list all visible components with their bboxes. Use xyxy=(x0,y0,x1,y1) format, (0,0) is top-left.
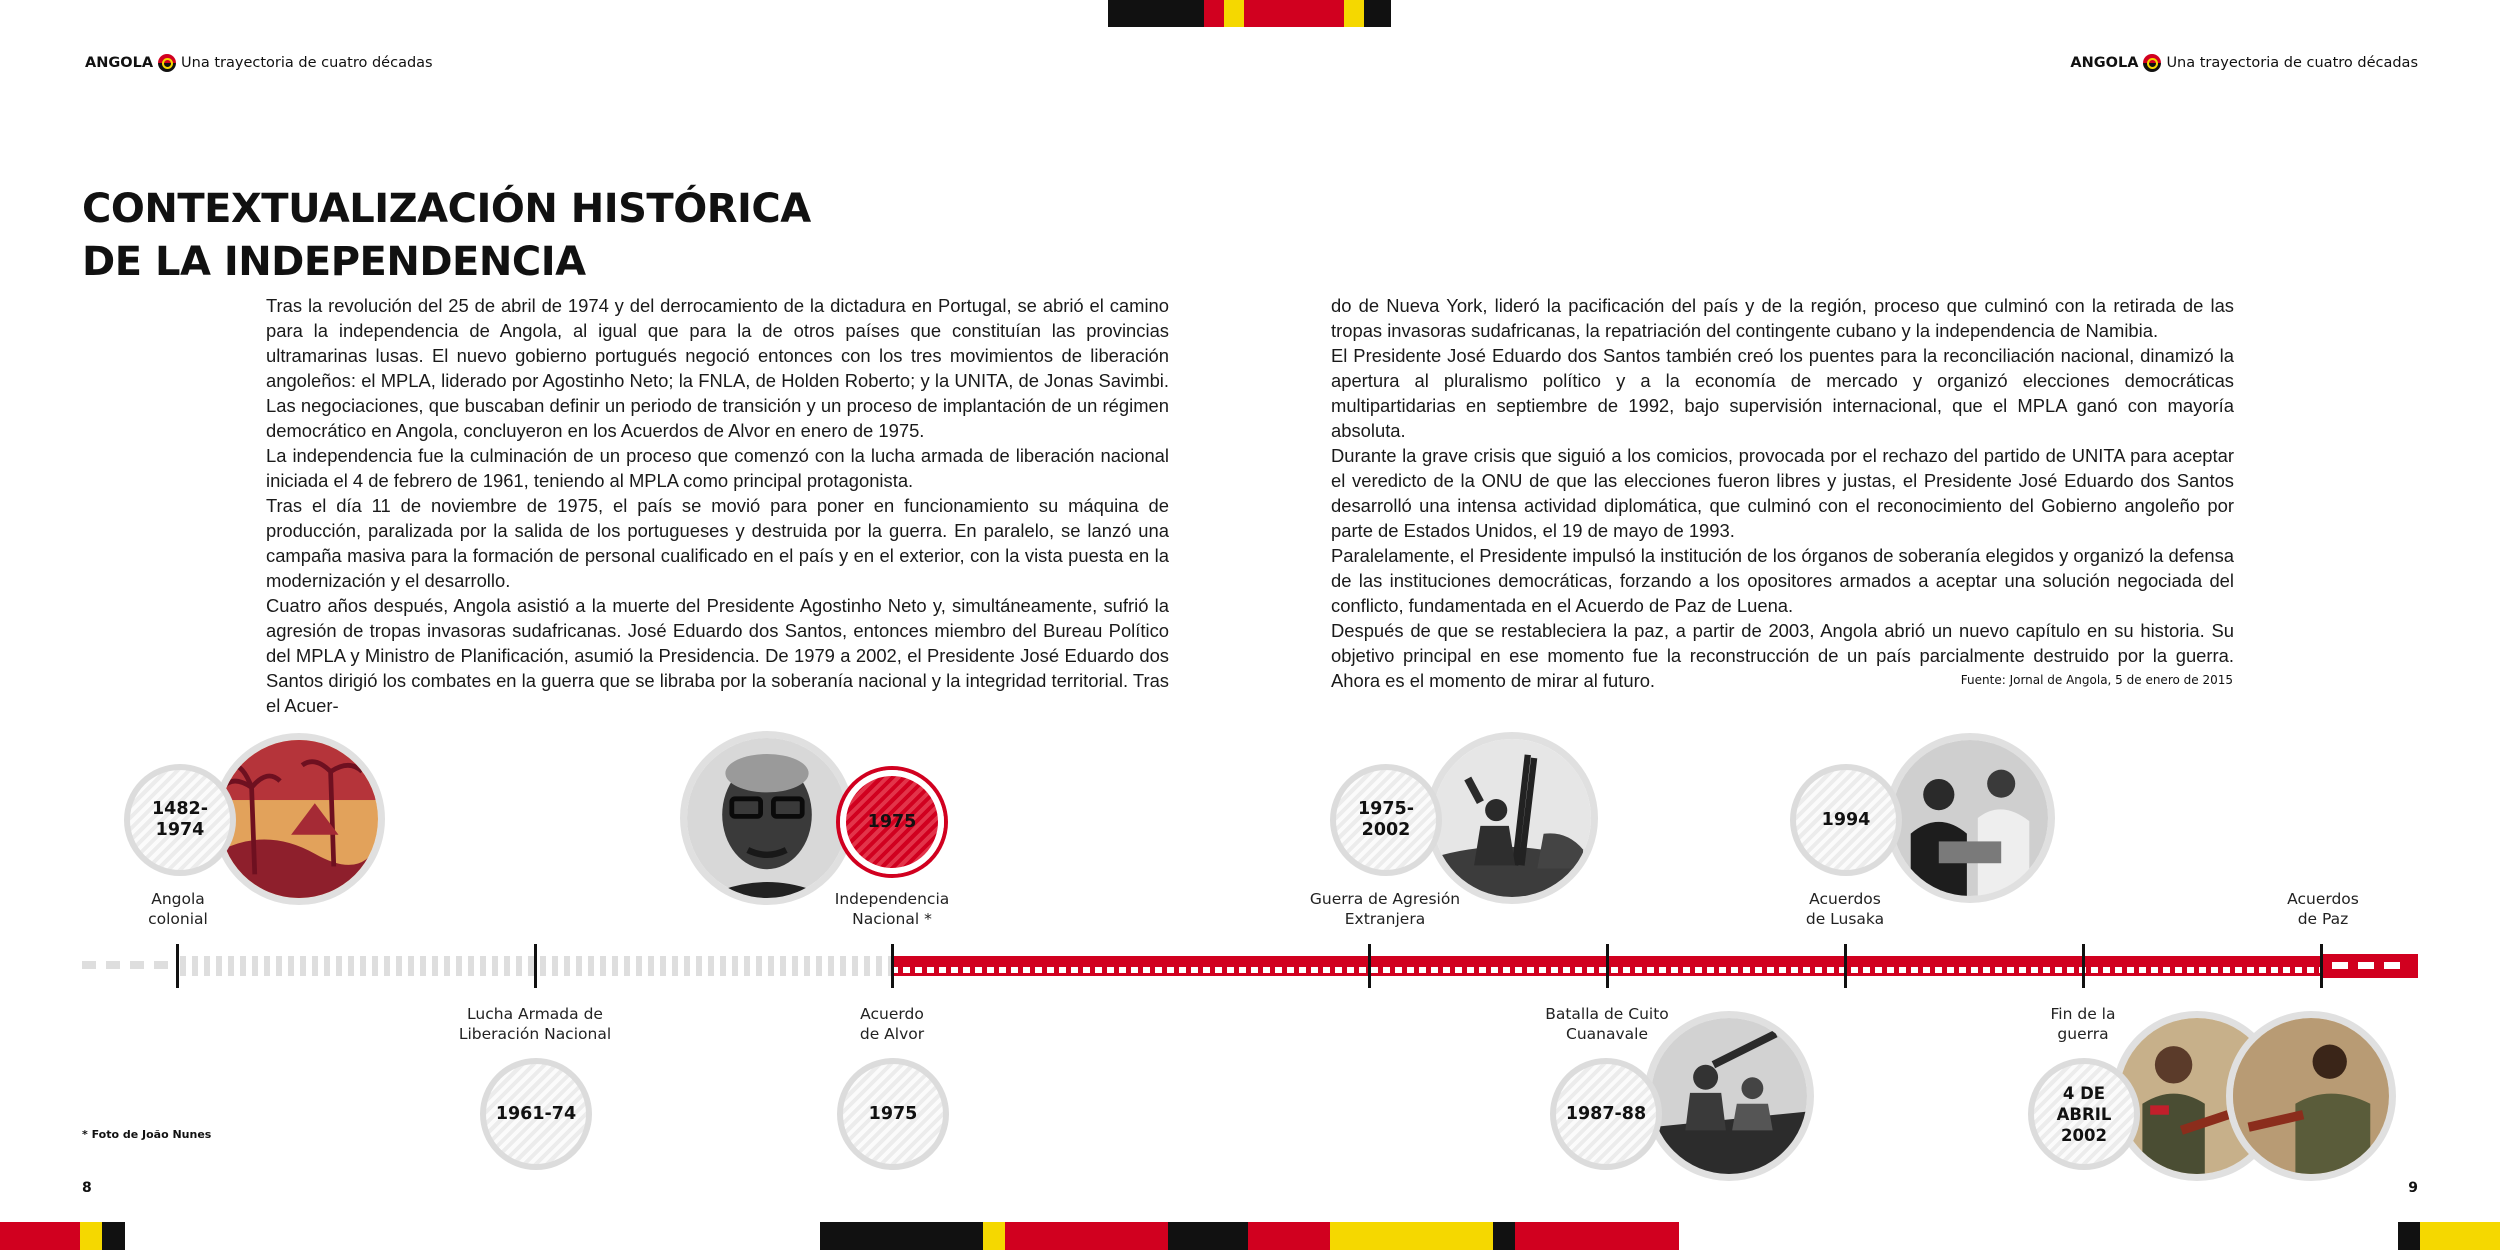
body-column-right xyxy=(1331,293,2234,693)
label-line: Liberación Nacional xyxy=(458,1025,612,1043)
label-line: de Alvor xyxy=(859,1025,925,1043)
date-text: 4 DE ABRIL 2002 xyxy=(2056,1083,2112,1145)
label-line: guerra xyxy=(2057,1025,2109,1043)
paragraph: La independencia fue la culminación de un proceso que comenzó con la lucha armada de liberación nacional iniciada el 4 de febrero de 1961, teniendo al MPLA como principal protagonista. xyxy=(266,445,1169,491)
war-soldier-photo xyxy=(1426,732,1598,904)
paragraph: Cuatro años después, Angola asistió a la muerte del Presidente Agostinho Neto y, simultáneamente, sufrió la agresión de tropas invasoras sudafricanas. José Eduardo dos Santos, entonces miembro del Bureau Político del MPLA y Ministro de Planificación, asumió la Presidencia. De 1979 a 2002, el Presidente José Eduardo dos Santos dirigió los combates en la guerra que se libraba por la soberanía nacional y la integridad territorial. Tras el Acuer- xyxy=(266,595,1169,716)
source-note: Fuente: Jornal de Angola, 5 de enero de 2015 xyxy=(1960,673,2233,687)
event-label-acuerdos-lusaka xyxy=(1745,889,1945,929)
date-badge-1994: 1994 xyxy=(1790,764,1902,876)
bottom-flag-bar-center xyxy=(820,1222,1679,1250)
header-country: ANGOLA xyxy=(2070,55,2139,71)
event-label-acuerdo-alvor xyxy=(792,1004,992,1044)
angola-emblem-icon xyxy=(2143,54,2161,72)
page-title xyxy=(82,183,811,289)
label-line: Batalla de Cuito xyxy=(1545,1005,1669,1023)
date-badge-1975-alvor: 1975 xyxy=(837,1058,949,1170)
event-label-acuerdos-paz xyxy=(2223,889,2423,929)
timeline-tick xyxy=(891,944,894,988)
date-badge-1975-2002: 1975-2002 xyxy=(1330,764,1442,876)
peace-accord-photo-2 xyxy=(2226,1011,2396,1181)
timeline-tick xyxy=(2082,944,2085,988)
photo-credit-note: * Foto de João Nunes xyxy=(82,1128,212,1141)
label-line: Fin de la xyxy=(2050,1005,2116,1023)
body-column-left xyxy=(266,293,1169,718)
running-header-right xyxy=(2070,54,2418,72)
page-number-left: 8 xyxy=(82,1180,92,1196)
page-number-right: 9 xyxy=(2408,1180,2418,1196)
paragraph: Tras el día 11 de noviembre de 1975, el país se movió para poner en funcionamiento su máquina de producción, paralizada por la salida de los portugueses y destruida por la guerra. En paralelo, se lanzó una campaña masiva para la formación de personal cualificado en el país y en el exterior, con la vista puesta en la modernización y el desarrollo. xyxy=(266,495,1169,591)
timeline-tick xyxy=(1368,944,1371,988)
label-line: Angola xyxy=(151,890,205,908)
date-badge-1987-88: 1987-88 xyxy=(1550,1058,1662,1170)
header-country: ANGOLA xyxy=(85,55,154,71)
timeline-tick xyxy=(534,944,537,988)
label-line: Acuerdos xyxy=(2287,890,2359,908)
cuito-cuanavale-photo xyxy=(1644,1011,1814,1181)
label-line: Acuerdo xyxy=(860,1005,924,1023)
header-subtitle: Una trayectoria de cuatro décadas xyxy=(2166,55,2418,71)
date-badge-1482-1974: 1482-1974 xyxy=(124,764,236,876)
paragraph: Durante la grave crisis que siguió a los comicios, provocada por el rechazo del partido de UNITA para aceptar el veredicto de la ONU de que las elecciones fueron libres y justas, el Presidente José Eduardo dos Santos desarrolló una intensa actividad diplomática, que culminó con el reconocimiento del Gobierno angoleño por parte de Estados Unidos, el 19 de mayo de 1993. xyxy=(1331,445,2234,541)
paragraph: Tras la revolución del 25 de abril de 1974 y del derrocamiento de la dictadura en Portugal, se abrió el camino para la independencia de Angola, al igual que para la de otros países que constituían las provincias ultramarinas lusas. El nuevo gobierno portugués negoció entonces con los tres movimientos de liberación angoleños: el MPLA, liderado por Agostinho Neto; la FNLA, de Holden Roberto; y la UNITA, de Jonas Savimbi. Las negociaciones, que buscaban definir un periodo de transición y un proceso de implantación de un régimen democrático en Angola, concluyeron en los Acuerdos de Alvor en enero de 1975. xyxy=(266,295,1169,441)
event-label-independencia xyxy=(792,889,992,929)
label-line: de Paz xyxy=(2297,910,2349,928)
event-label-angola-colonial xyxy=(78,889,278,929)
paragraph: El Presidente José Eduardo dos Santos también creó los puentes para la reconciliación nacional, dinamizó la apertura al pluralismo político y a la economía de mercado y organizó elecciones democráticas multipartidarias en septiembre de 1992, bajo supervisión internacional, que el MPLA ganó con mayoría absoluta. xyxy=(1331,345,2234,441)
portrait-photo-neto xyxy=(680,731,854,905)
angola-emblem-icon xyxy=(158,54,176,72)
title-line-2: DE LA INDEPENDENCIA xyxy=(82,239,586,285)
label-line: Nacional * xyxy=(852,910,932,928)
paragraph: Después de que se restableciera la paz, a partir de 2003, Angola abrió un nuevo capítulo en su historia. Su objetivo principal en ese momento fue la reconstrucción de un país parcialmente destruido por la guerra. Ahora es el momento de mirar al futuro. xyxy=(1331,620,2234,691)
paragraph: Paralelamente, el Presidente impulsó la institución de los órganos de soberanía elegidos y organizó la defensa de las instituciones democráticas, forzando a los opositores armados a aceptar una solución negociada del conflicto, fundamentada en el Acuerdo de Paz de Luena. xyxy=(1331,545,2234,616)
label-line: Independencia xyxy=(834,890,950,908)
label-line: Cuanavale xyxy=(1566,1025,1648,1043)
top-flag-bar xyxy=(1108,0,1391,27)
timeline-tick xyxy=(1606,944,1609,988)
colonial-illustration-image xyxy=(213,733,385,905)
date-badge-1961-74: 1961-74 xyxy=(480,1058,592,1170)
date-badge-1975-independence: 1975 xyxy=(840,770,944,874)
timeline-tick xyxy=(1844,944,1847,988)
label-line: Lucha Armada de xyxy=(467,1005,603,1023)
lusaka-signing-photo xyxy=(1885,733,2055,903)
timeline-tick xyxy=(176,944,179,988)
title-line-1: CONTEXTUALIZACIÓN HISTÓRICA xyxy=(82,186,811,232)
label-line: Guerra de Agresión xyxy=(1309,890,1461,908)
label-line: colonial xyxy=(148,910,208,928)
event-label-guerra-agresion xyxy=(1285,889,1485,929)
bottom-flag-bar-right xyxy=(2398,1222,2500,1250)
event-label-lucha-armada xyxy=(435,1004,635,1044)
timeline-track xyxy=(0,940,2500,992)
label-line: Extranjera xyxy=(1344,910,1426,928)
bottom-flag-bar-left xyxy=(0,1222,125,1250)
running-header-left xyxy=(85,54,433,72)
date-badge-4-abril-2002 xyxy=(2028,1058,2140,1170)
label-line: Acuerdos xyxy=(1809,890,1881,908)
timeline-tick xyxy=(2320,944,2323,988)
header-subtitle: Una trayectoria de cuatro décadas xyxy=(181,55,433,71)
label-line: de Lusaka xyxy=(1805,910,1885,928)
paragraph: do de Nueva York, lideró la pacificación del país y de la región, proceso que culminó con la retirada de las tropas invasoras sudafricanas, la repatriación del contingente cubano y la independencia de Namibia. xyxy=(1331,295,2234,341)
